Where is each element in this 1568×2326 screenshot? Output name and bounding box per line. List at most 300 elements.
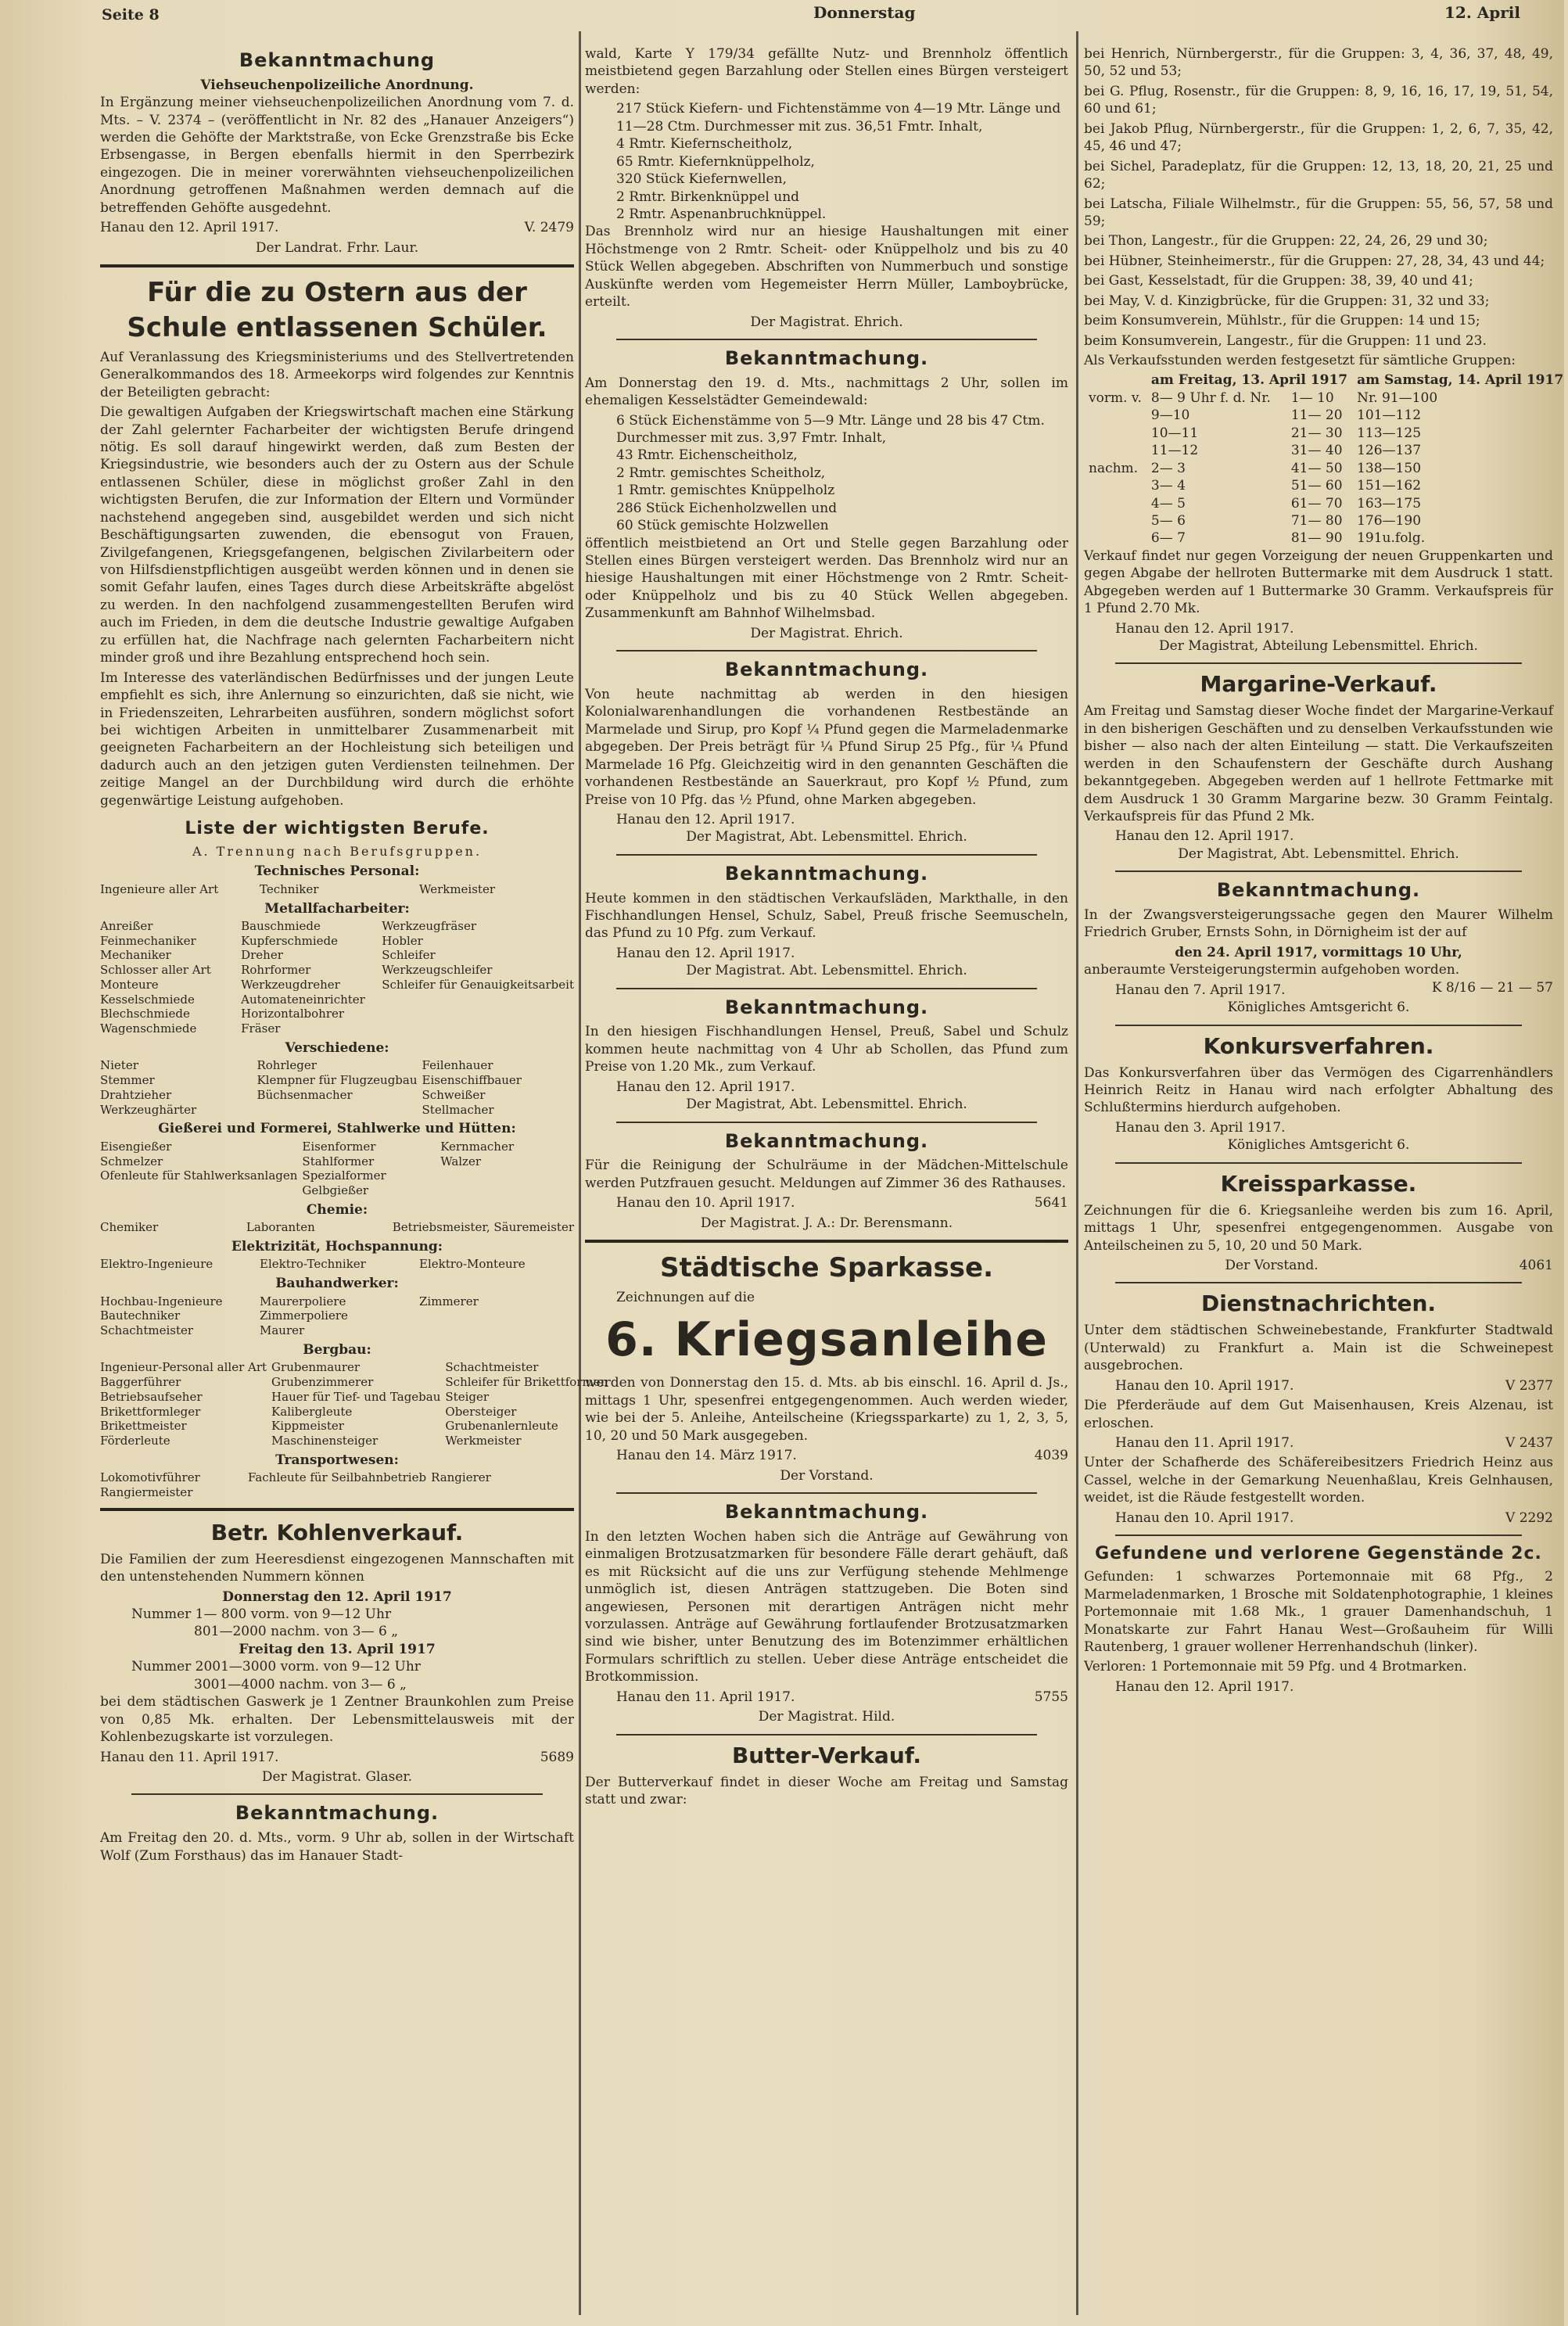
job-item (419, 1323, 574, 1338)
notice-text: Am Freitag und Samstag dieser Woche findet der Margarine-Verkauf in den bisherigen Geschäften und zu denselben Verkaufsstunden wie bisher — also nach der alten Einteilung — statt. Die Verkaufszeiten werden in den Schaufenstern der Geschäfte durch Aushang bekanntgegeben. Abgegeben werden auf 1 hellrote Fettmarke mit dem Ausdruck 1 30 Gramm Margarine bezw. 30 Gramm Feintalg. Verkaufspreis für das Pfund 2 Mk. (1084, 703, 1553, 825)
notice-text: Unter dem städtischen Schweinebestande, Frankfurter Stadtwald (Unterwald) zu Frankfurt a. Main ist die Schweinepest ausgebrochen. (1084, 1323, 1553, 1374)
notice-text: In den hiesigen Fischhandlungen Hensel, Preuß, Sabel und Schulz kommen heute nachmittag von 4 Uhr ab Schollen, das Pfund zum Preise von 1.20 Mk., zum Verkauf. (585, 1024, 1068, 1075)
divider (1115, 662, 1522, 664)
shop-line: bei Henrich, Nürnbergerstr., für die Gruppen: 3, 4, 36, 37, 48, 49, 50, 52 und 53; (1084, 46, 1553, 80)
job-item (431, 1485, 574, 1500)
table-cell (1084, 495, 1146, 512)
job-category: Transportwesen: (275, 1452, 399, 1468)
notice-marmalade (585, 658, 1068, 846)
shop-line: bei G. Pflug, Rosenstr., für die Gruppen: 8, 9, 16, 16, 17, 19, 51, 54, 60 und 61; (1084, 83, 1553, 117)
notice-ref: V. 2479 (524, 220, 574, 236)
table-row (1084, 389, 1568, 407)
job-item: Maschinensteiger (271, 1434, 379, 1448)
notice-text: werden von Donnerstag den 15. d. Mts. ab bis einschl. 16. April d. Js., mittags 1 Uhr, spesenfrei entgegengenommen. Auch werden wieder, wie bei der 5. Anleihe, Anteilscheine (Kriegssparkarte) zu 1, 2, 3, 5, 10, 20 und 50 Mark ausgegeben. (585, 1375, 1068, 1444)
job-item: Ofenleute für Stahlwerksanlagen (100, 1168, 298, 1183)
list-item: 60 Stück gemischte Holzwellen (616, 518, 829, 534)
notice-school-leavers (100, 275, 574, 809)
job-category: Chemie: (306, 1201, 368, 1218)
job-item: Betriebsmeister, Säuremeister (392, 1220, 574, 1235)
job-item: Förderleute (100, 1434, 170, 1448)
jobs-title: Liste der wichtigsten Berufe. (185, 819, 490, 839)
job-item: Elektro-Monteure (419, 1257, 526, 1272)
notice-text: Das Konkursverfahren über das Vermögen des Cigarrenhändlers Heinrich Reitz in Hanau wird nach erfolgter Abhaltung des Schlußtermins hierdurch aufgehoben. (1084, 1064, 1553, 1116)
shop-list (1084, 45, 1553, 350)
divider (616, 339, 1037, 340)
notice-text: In den letzten Wochen haben sich die Anträge auf Gewährung von einmaligen Brotzusatzmarken für besondere Fälle derart gehäuft, daß es mit Rücksicht auf die uns zur Verfügung stehende Mehlmenge unmöglich ist, diesen Anträgen stattzugeben. Die Boten sind angewiesen, Personen mit derartigen Anträgen nicht mehr vorzulassen. Anträge auf Gewährung fortlaufender Brotzusatzmarken sind wie bisher, unter Benutzung des im Botenzimmer erhältlichen Formulars schriftlich zu stellen. Ueber diese Anträge entscheidet die Brotkommission. (585, 1528, 1068, 1685)
notice-date: Hanau den 12. April 1917. (100, 220, 279, 236)
notice-foreclosure (1084, 878, 1553, 1016)
table-cell: 21— 30 (1290, 425, 1343, 441)
notice-text: Die Familien der zum Heeresdienst eingezogenen Mannschaften mit den untenstehenden Nummern können (100, 1551, 574, 1585)
notice-text: bei dem städtischen Gaswerk je 1 Zentner Braunkohlen zum Preise von 0,85 Mk. erhalten. Der Lebensmittelausweis mit der Kohlenbezugskarte ist vorzulegen. (100, 1694, 574, 1746)
notice-lost-found (1084, 1542, 1553, 1696)
job-item: Automateneinrichter (241, 992, 365, 1007)
sale-row: Nummer 1— 800 vorm. von 9—12 Uhr (131, 1606, 392, 1623)
list-item: 286 Stück Eichenholzwellen und (616, 500, 838, 516)
job-item: Werkzeugfräser (382, 918, 477, 933)
notice-text: Von heute nachmittag ab werden in den hiesigen Kolonialwarenhandlungen die vorhandenen Restbestände an Marmelade und Sirup, pro Kopf ¼ Pfund gegen die Marmeladenmarke abgegeben. Der Preis beträgt für ¼ Pfund Sirup 25 Pfg., für ¼ Pfund Marmelade 16 Pfg. Gleichzeitig wird in den genannten Geschäften die vorhandenen Restbestände an Sauerkraut, pro Kopf ½ Pfund, zum Preise von 10 Pfg. das ½ Pfund, ohne Marken abgegeben. (585, 686, 1068, 808)
job-item (440, 1183, 574, 1198)
job-item: Kalibergleute (271, 1404, 353, 1419)
table-row (1084, 529, 1568, 547)
job-item: Werkmeister (419, 881, 496, 896)
notice-date: Hanau den 11. April 1917. (616, 1689, 795, 1705)
notice-text: wald, Karte Y 179/34 gefällte Nutz- und Brennholz öffentlich meistbietend gegen Barzahlung oder Stellen eines Bürgen versteigert werden: (585, 46, 1068, 97)
job-item: Chemiker (100, 1220, 159, 1235)
job-item: Gelbgießer (302, 1183, 369, 1198)
job-category: Bergbau: (303, 1341, 371, 1358)
notice-signature: Der Magistrat. Glaser. (261, 1768, 413, 1785)
notice-title: Bekanntmachung. (235, 1802, 440, 1825)
notice-title: Kreissparkasse. (1220, 1170, 1417, 1197)
job-item: Bautechniker (100, 1308, 181, 1323)
job-item: Schleifer für Genauigkeitsarbeit (382, 977, 574, 992)
notice-paragraph: Auf Veranlassung des Kriegsministeriums und des Stellvertretenden Generalkommandos des 18. Armeekorps wird folgendes zur Kenntnis der Beteiligten gebracht: (100, 349, 574, 400)
notice-title: Margarine-Verkauf. (1200, 671, 1437, 698)
notice-title: Bekanntmachung. (724, 996, 929, 1018)
table-cell: 5— 6 (1150, 512, 1186, 529)
notice-subtitle: Viehseuchenpolizeiliche Anordnung. (200, 77, 474, 93)
column-divider (579, 31, 581, 2315)
notice-butter (585, 1742, 1068, 1809)
notice-date: Hanau den 10. April 1917. (1115, 1377, 1294, 1394)
job-item: Grubenanlernleute (445, 1419, 558, 1434)
notice-signature: Der Vorstand. (1225, 1258, 1319, 1274)
notice-ref: 4061 (1519, 1258, 1553, 1274)
notice-ref: V 2292 (1505, 1509, 1553, 1526)
divider (616, 1734, 1037, 1736)
shop-line: bei Thon, Langestr., für die Gruppen: 22, 24, 26, 29 und 30; (1084, 233, 1488, 249)
notice-date: Hanau den 14. März 1917. (616, 1448, 797, 1464)
notice-date: Hanau den 10. April 1917. (1115, 1509, 1294, 1526)
job-item: Stellmacher (422, 1102, 494, 1117)
job-grid (100, 1257, 574, 1272)
table-cell: 163—175 (1357, 495, 1422, 512)
table-cell: Nr. 91—100 (1357, 389, 1438, 406)
job-item: Eisenformer (302, 1139, 376, 1154)
notice-coal (100, 1519, 574, 1786)
table-cell (1084, 425, 1146, 442)
table-cell: 71— 80 (1290, 512, 1343, 529)
job-category: Verschiedene: (285, 1039, 389, 1056)
column-1 (100, 45, 608, 1872)
job-item: Rohrleger (257, 1058, 317, 1073)
list-item: 2 Rmtr. Birkenknüppel und (616, 188, 800, 205)
job-item: Eisenschiffbauer (422, 1073, 522, 1088)
shop-line: bei Gast, Kesselstadt, für die Gruppen: 38, 39, 40 und 41; (1084, 273, 1473, 289)
job-item: Ingenieur-Personal aller Art (100, 1360, 267, 1375)
job-item: Schmelzer (100, 1154, 163, 1168)
job-category: Elektrizität, Hochspannung: (231, 1239, 443, 1255)
divider (616, 650, 1037, 651)
notice-ref: K 8/16 — 21 — 57 (1431, 979, 1553, 996)
job-item: Kippmeister (271, 1419, 344, 1434)
notice-savings-bank (585, 1251, 1068, 1484)
table-cell (1084, 477, 1146, 494)
jobs-list (100, 817, 608, 1500)
job-grid (100, 1220, 574, 1235)
table-cell (1084, 529, 1146, 547)
table-cell: 138—150 (1357, 460, 1422, 476)
table-row (1084, 512, 1568, 529)
divider (616, 988, 1037, 989)
job-category: Metallfacharbeiter: (264, 900, 410, 917)
notice-livestock (100, 48, 574, 257)
job-grid (100, 1360, 608, 1448)
job-grid (100, 1294, 574, 1338)
job-item: Brikettmeister (100, 1419, 187, 1434)
notice-date: Hanau den 3. April 1917. (1115, 1119, 1286, 1136)
job-item: Lokomotivführer (100, 1470, 200, 1485)
notice-date: Hanau den 11. April 1917. (100, 1749, 279, 1765)
notice-district-savings (1084, 1170, 1553, 1275)
job-item: Laboranten (246, 1220, 315, 1235)
job-item: Dreher (241, 948, 283, 963)
table-cell: 3— 4 (1150, 478, 1186, 494)
column-divider (1076, 31, 1078, 2315)
notice-signature: Der Magistrat, Abteilung Lebensmittel. Ehrich. (1159, 638, 1478, 654)
shop-line: bei Latscha, Filiale Wilhelmstr., für die Gruppen: 55, 56, 57, 58 und 59; (1084, 196, 1553, 229)
job-item: Feinmechaniker (100, 933, 196, 948)
job-grid (100, 1058, 574, 1117)
table-header: am Samstag, (1357, 372, 1453, 389)
sale-row: 801—2000 nachm. von 3— 6 „ (194, 1624, 399, 1640)
list-item: 65 Rmtr. Kiefernknüppelholz, (616, 153, 815, 170)
table-cell (1084, 407, 1146, 424)
table-row (1084, 425, 1568, 442)
notice-title: Bekanntmachung. (724, 659, 929, 681)
table-cell: 31— 40 (1290, 443, 1343, 459)
table-cell: 8— 9 Uhr f. d. Nr. (1150, 389, 1271, 406)
lost-items: Verloren: 1 Portemonnaie mit 59 Pfg. und 4 Brotmarken. (1084, 1659, 1467, 1675)
job-item: Bauschmiede (241, 918, 321, 933)
notice-bread-stamps (585, 1500, 1068, 1725)
job-item (257, 1103, 417, 1118)
job-item: Brikettformleger (100, 1404, 201, 1419)
notice-title: Bekanntmachung. (724, 347, 929, 369)
divider (616, 1492, 1037, 1494)
sale-hours-table (1084, 372, 1568, 547)
notice-text: anberaumte Versteigerungstermin aufgehoben worden. (1084, 962, 1460, 978)
job-item: Klempner für Flugzeugbau (257, 1073, 418, 1088)
divider (100, 264, 574, 267)
list-item: 217 Stück Kiefern- und Fichtenstämme von 4—19 Mtr. Länge und 11—28 Ctm. Durchmesser mit zus. 36,51 Fmtr. Inhalt, (616, 101, 1061, 135)
table-cell: 10—11 (1150, 425, 1199, 441)
list-item: 2 Rmtr. Aspenanbruchknüppel. (616, 206, 827, 222)
notice-text: Für die Reinigung der Schulräume in der Mädchen-Mittelschule werden Putzfrauen gesucht. Meldungen auf Zimmer 36 des Rathauses. (585, 1158, 1068, 1191)
notice-wood-auction-2 (585, 346, 1068, 642)
notice-ref: 5689 (540, 1749, 574, 1765)
job-item: Stahlformer (302, 1154, 375, 1168)
table-cell: 11—12 (1150, 443, 1199, 459)
table-row (1084, 442, 1568, 459)
table-header: 13. April 1917 (1241, 372, 1348, 389)
notice-title: Butter-Verkauf. (731, 1742, 922, 1768)
table-cell (1084, 442, 1146, 459)
notice-title: Bekanntmachung (239, 49, 436, 71)
jobs-groups (100, 863, 608, 1499)
table-cell: 11— 20 (1290, 407, 1343, 424)
shop-line: beim Konsumverein, Mühlstr., für die Gruppen: 14 und 15; (1084, 313, 1480, 329)
job-category: Gießerei und Formerei, Stahlwerke und Hütten: (158, 1121, 516, 1137)
job-item (440, 1168, 574, 1183)
notice-wood-auction (100, 1801, 574, 1865)
job-item: Walzer (440, 1154, 482, 1168)
shop-line: bei Hübner, Steinheimerstr., für die Gruppen: 27, 28, 34, 43 und 44; (1084, 253, 1545, 269)
notice-paragraph: Die gewaltigen Aufgaben der Kriegswirtschaft machen eine Stärkung der Zahl gelernter Facharbeiter der wichtigsten Berufe dringend nötig. Es soll darauf hingewirkt werden, daß zum Besten der Kriegsindustrie, wie besonders auch der zu Ostern aus der Schule entlassenen Schüler, diese in möglichst großer Zahl in den wichtigsten Berufen, die zur Information der Eltern und Vormünder nachstehend angegeben sind, ausgebildet werden und sich nicht Beschäftigungsarten zuwenden, die ebensogut von Frauen, Zivilgefangenen, Kriegsgefangenen, belgischen Zivilarbeitern oder von Hilfsdienstpflichtigen ausgeübt werden können und in denen sie somit Gefahr laufen, eines Tages durch diese Arbeitskräfte abgelöst zu werden. In den nachfolgend zusammengestellten Berufen wird auch im Frieden, in dem die deutsche Industrie gewaltige Aufgaben zu erfüllen hat, die Nachfrage nach gelernten Facharbeitern nicht minder groß und ihre Bezahlung entsprechend hoch sein. (100, 404, 574, 666)
divider (616, 1122, 1037, 1123)
table-cell: 41— 50 (1290, 460, 1343, 476)
sale-row: Nummer 2001—3000 vorm. von 9—12 Uhr (131, 1659, 421, 1675)
notice-text: Am Donnerstag den 19. d. Mts., nachmittags 2 Uhr, sollen im ehemaligen Kesselstädter Gemeindewald: (585, 375, 1068, 409)
table-row (1084, 477, 1568, 494)
found-items: Gefunden: 1 schwarzes Portemonnaie mit 68 Pfg., 2 Marmeladenmarken, 1 Brosche mit Soldatenphotographie, 1 kleines Portemonnaie mit 1.68 Mk., 1 grauer Damenhandschuh, 1 Monatskarte zur Fahrt Hanau West—Großauheim für Willi Rautenberg, 1 grauer wollener Herrenhandschuh (linker). (1084, 1569, 1553, 1656)
job-item: Kernmacher (440, 1139, 514, 1154)
notice-text: In der Zwangsversteigerungssache gegen den Maurer Wilhelm Friedrich Gruber, Ernsts Sohn, in Dörnigheim ist der auf (1084, 907, 1553, 941)
divider (1115, 1535, 1522, 1536)
notice-title: Bekanntmachung. (724, 1129, 929, 1152)
notice-title: Konkursverfahren. (1203, 1032, 1434, 1059)
table-row (1084, 495, 1568, 512)
job-category: Technisches Personal: (254, 863, 420, 880)
job-item: Rangiermeister (100, 1485, 193, 1499)
job-item: Schachtmeister (445, 1360, 539, 1375)
job-item: Hobler (382, 933, 423, 948)
job-item (382, 992, 574, 1007)
jobs-subtitle: A. Trennung nach Berufsgruppen. (192, 844, 483, 860)
table-cell: 176—190 (1357, 512, 1422, 529)
job-item: Wagenschmiede (100, 1021, 197, 1036)
divider (1115, 1162, 1522, 1164)
sale-day: Donnerstag den 12. April 1917 (222, 1588, 452, 1605)
table-cell: 1— 10 (1290, 389, 1334, 406)
wood-items (585, 100, 1068, 223)
notice-ref: V 2437 (1505, 1435, 1553, 1452)
job-item: Maurer (260, 1323, 305, 1338)
notice-cleaners (585, 1129, 1068, 1232)
shop-line: bei Sichel, Paradeplatz, für die Gruppen: 12, 13, 18, 20, 21, 25 und 62; (1084, 158, 1553, 192)
notice-title: Bekanntmachung. (724, 862, 929, 885)
job-item: Grubenzimmerer (271, 1375, 374, 1390)
job-item: Fräser (241, 1021, 281, 1036)
notice-signature: Königliches Amtsgericht 6. (1227, 1000, 1410, 1016)
list-item: 6 Stück Eichenstämme von 5—9 Mtr. Länge und 28 bis 47 Ctm. Durchmesser mit zus. 3,97 Fmtr. Inhalt, (616, 412, 1045, 446)
job-item: Anreißer (100, 918, 153, 933)
page-number: Seite 8 (102, 6, 160, 23)
job-item: Zimmerer (419, 1294, 479, 1308)
job-item: Schachtmeister (100, 1323, 194, 1338)
job-item: Ingenieure aller Art (100, 881, 219, 896)
notice-signature: Der Magistrat. Abt. Lebensmittel. Ehrich. (686, 963, 967, 979)
job-item: Monteure (100, 977, 159, 992)
sale-row: 3001—4000 nachm. von 3— 6 „ (194, 1676, 407, 1692)
weekday: Donnerstag (813, 3, 916, 22)
job-item: Baggerführer (100, 1375, 181, 1390)
job-item: Horizontalbohrer (241, 1007, 345, 1021)
notice-text: Am Freitag den 20. d. Mts., vorm. 9 Uhr ab, sollen in der Wirtschaft Wolf (Zum Forsthaus) das im Hanauer Stadt- (100, 1830, 574, 1864)
job-item: Rangierer (431, 1470, 491, 1485)
job-item: Feilenhauer (422, 1058, 493, 1073)
notice-date: Hanau den 7. April 1917. (1115, 982, 1286, 998)
column-2 (585, 45, 1068, 1816)
list-item: 43 Rmtr. Eichenscheitholz, (616, 447, 798, 464)
divider (616, 854, 1037, 856)
table-cell: 6— 7 (1150, 530, 1186, 547)
job-item (100, 1183, 297, 1198)
notice-title: Bekanntmachung. (724, 1501, 929, 1524)
notice-signature: Der Magistrat. J. A.: Dr. Berensmann. (700, 1215, 953, 1231)
job-item: Werkmeister (445, 1434, 522, 1448)
job-item (419, 1308, 574, 1323)
job-item: Elektro-Techniker (260, 1257, 366, 1272)
notice-signature: Der Vorstand. (780, 1467, 874, 1484)
notice-signature: Der Magistrat. Hild. (758, 1709, 895, 1725)
issue-date: 12. April (1444, 3, 1520, 22)
job-item: Steiger (445, 1389, 490, 1404)
notice-text: Unter der Schafherde des Schäfereibesitzers Friedrich Heinz aus Cassel, welche in der Gemarkung Neuenhaßlau, Kreis Gelnhausen, weidet, ist die Räude festgestellt worden. (1084, 1455, 1553, 1506)
job-item: Drahtzieher (100, 1087, 172, 1102)
job-item: Schleifer für Brikettformen (445, 1375, 608, 1390)
notice-wood-continued (585, 45, 1068, 331)
table-cell: 9—10 (1150, 407, 1190, 424)
job-item: Kupferschmiede (241, 933, 338, 948)
divider (131, 1793, 543, 1795)
job-item: Hochbau-Ingenieure (100, 1294, 223, 1308)
notice-date: Hanau den 12. April 1917. (616, 1079, 795, 1095)
table-row (1084, 407, 1568, 424)
job-item: Werkzeugdreher (241, 977, 340, 992)
notice-date: Hanau den 12. April 1917. (1115, 828, 1294, 845)
job-item: Obersteiger (445, 1404, 517, 1419)
job-item: Mechaniker (100, 948, 171, 963)
table-cell: 113—125 (1357, 425, 1422, 441)
job-item: Blechschmiede (100, 1007, 190, 1021)
job-item: Werkzeugschleifer (382, 963, 493, 978)
notice-text: Zeichnungen für die 6. Kriegsanleihe werden bis zum 16. April, mittags 1 Uhr, spesenfrei entgegengenommen. Ausgabe von Anteilscheinen zu 5, 10, 20 und 50 Mark. (1084, 1202, 1553, 1254)
notice-ref: 5755 (1034, 1689, 1068, 1705)
notice-date: Hanau den 12. April 1917. (1115, 620, 1294, 637)
war-loan-heading: 6. Kriegsanleihe (605, 1312, 1048, 1368)
notice-signature: Der Magistrat, Abt. Lebensmittel. Ehrich. (1178, 845, 1459, 862)
notice-text: Das Brennholz wird nur an hiesige Haushaltungen mit einer Höchstmenge von 2 Rmtr. Scheit- oder Knüppelholz und bis zu 40 Stück Wellen abgegeben. Abschriften von Nummerbuch und sonstige Auskünfte werden vom Hegemeister Herrn Müller, Lamboybrücke, erteilt. (585, 224, 1068, 310)
table-cell: 2— 3 (1150, 460, 1186, 476)
notice-text: Die Pferderäude auf dem Gut Maisenhausen, Kreis Alzenau, ist erloschen. (1084, 1398, 1553, 1431)
notice-text: Heute kommen in den städtischen Verkaufsläden, Markthalle, in den Fischhandlungen Hensel, Schulz, Sabel, Preuß frische Seemuscheln, das Pfund zu 10 Pfg. zum Verkauf. (585, 890, 1068, 942)
butter-shops (1084, 45, 1564, 655)
notice-ref: V 2377 (1505, 1377, 1553, 1394)
table-cell: vorm. v. (1089, 389, 1142, 406)
table-header: 14. April 1917 (1457, 372, 1564, 389)
job-item: Hauer für Tief- und Tagebau (271, 1389, 441, 1404)
notice-title: Für die zu Ostern aus der Schule entlassenen Schüler. (127, 277, 547, 343)
job-item: Rohrformer (241, 963, 311, 978)
table-row (1084, 460, 1568, 477)
table-cell: 191u.folg. (1357, 530, 1426, 547)
job-item: Betriebsaufseher (100, 1389, 203, 1404)
job-item: Fachleute für Seilbahnbetrieb (247, 1470, 427, 1485)
job-item: Schweißer (422, 1087, 486, 1102)
divider (100, 1508, 574, 1511)
notice-signature: Der Magistrat. Ehrich. (750, 314, 903, 330)
job-item: Schleifer (382, 948, 436, 963)
notice-ref: 5641 (1034, 1195, 1068, 1211)
wood-items (585, 412, 1068, 535)
job-item: Werkzeughärter (100, 1102, 197, 1117)
notice-plaice (585, 996, 1068, 1114)
job-item: Stemmer (100, 1073, 155, 1088)
notice-margarine (1084, 670, 1553, 863)
divider (1115, 870, 1522, 872)
divider (1115, 1025, 1522, 1026)
notice-mussels (585, 862, 1068, 980)
job-item (382, 1021, 574, 1036)
notice-text: Der Butterverkauf findet in dieser Woche am Freitag und Samstag statt und zwar: (585, 1774, 1068, 1807)
table-cell: 81— 90 (1290, 530, 1343, 547)
notice-date: Hanau den 11. April 1917. (1115, 1435, 1294, 1452)
page-header (78, 0, 1548, 31)
sale-day: Freitag den 13. April 1917 (239, 1641, 436, 1657)
shop-line: beim Konsumverein, Langestr., für die Gruppen: 11 und 23. (1084, 332, 1487, 349)
notice-text: In Ergänzung meiner viehseuchenpolizeilichen Anordnung vom 7. d. Mts. – V. 2374 – (veröffentlicht in Nr. 82 des „Hanauer Anzeigers“) werden die Gehöfte der Marktstraße, von Ecke Grenzstraße bis Ecke Erbsengasse, in Bergen ebenfalls hiermit in den Sperrbezirk eingezogen. Die in meiner vorerwähnten viehseuchenpolizeilichen Anordnung getroffenen Maßnahmen werden demnach auf die betreffenden Gehöfte ausgedehnt. (100, 95, 574, 216)
notice-title: Betr. Kohlenverkauf. (210, 1519, 464, 1545)
job-grid (100, 919, 574, 1036)
list-item: 2 Rmtr. gemischtes Scheitholz, (616, 465, 826, 481)
shop-line: bei Jakob Pflug, Nürnbergerstr., für die Gruppen: 1, 2, 6, 7, 35, 42, 45, 46 und 47; (1084, 120, 1553, 155)
job-item: Kesselschmiede (100, 992, 195, 1007)
job-item: Grubenmaurer (271, 1360, 361, 1375)
table-cell: 4— 5 (1150, 495, 1186, 512)
job-grid (100, 1140, 574, 1198)
notice-date: Hanau den 12. April 1917. (616, 945, 795, 961)
list-item: 1 Rmtr. gemischtes Knüppelholz (616, 483, 835, 499)
job-item: Büchsenmacher (257, 1087, 353, 1102)
notice-date: Hanau den 10. April 1917. (616, 1195, 795, 1211)
table-cell: 51— 60 (1290, 478, 1343, 494)
table-cell: 126—137 (1357, 443, 1422, 459)
table-cell: 151—162 (1357, 478, 1422, 494)
list-item: 4 Rmtr. Kiefernscheitholz, (616, 136, 793, 153)
notice-signature: Der Magistrat, Abt. Lebensmittel. Ehrich. (686, 1097, 967, 1113)
job-item (248, 1485, 426, 1500)
notice-ref: 4039 (1034, 1448, 1068, 1464)
notice-title: Bekanntmachung. (1216, 879, 1421, 902)
notice-paragraph: Im Interesse des vaterländischen Bedürfnisses und der jungen Leute empfiehlt es sich, ihre Anlernung so einzurichten, daß sie nicht, wie in Friedenszeiten, Lehrarbeiten ausführen, sondern möglichst sofort bei wichtigen Arbeiten in unmittelbarer Zusammenarbeit mit geeigneten Facharbeitern an der Hochleistung sich beteiligen und dadurch auch an den jetzigen guten Verdiensten teilnehmen. Der zeitige Mangel an der Durchbildung wird durch die erhöhte gegenwärtige Leistung aufgehoben. (100, 669, 574, 809)
notice-date: Hanau den 12. April 1917. (1115, 1678, 1294, 1695)
notice-signature: Königliches Amtsgericht 6. (1227, 1137, 1410, 1154)
notice-bankruptcy (1084, 1032, 1553, 1154)
notice-signature: Der Landrat. Frhr. Laur. (255, 239, 419, 256)
notice-signature: Der Magistrat. Ehrich. (750, 625, 903, 641)
